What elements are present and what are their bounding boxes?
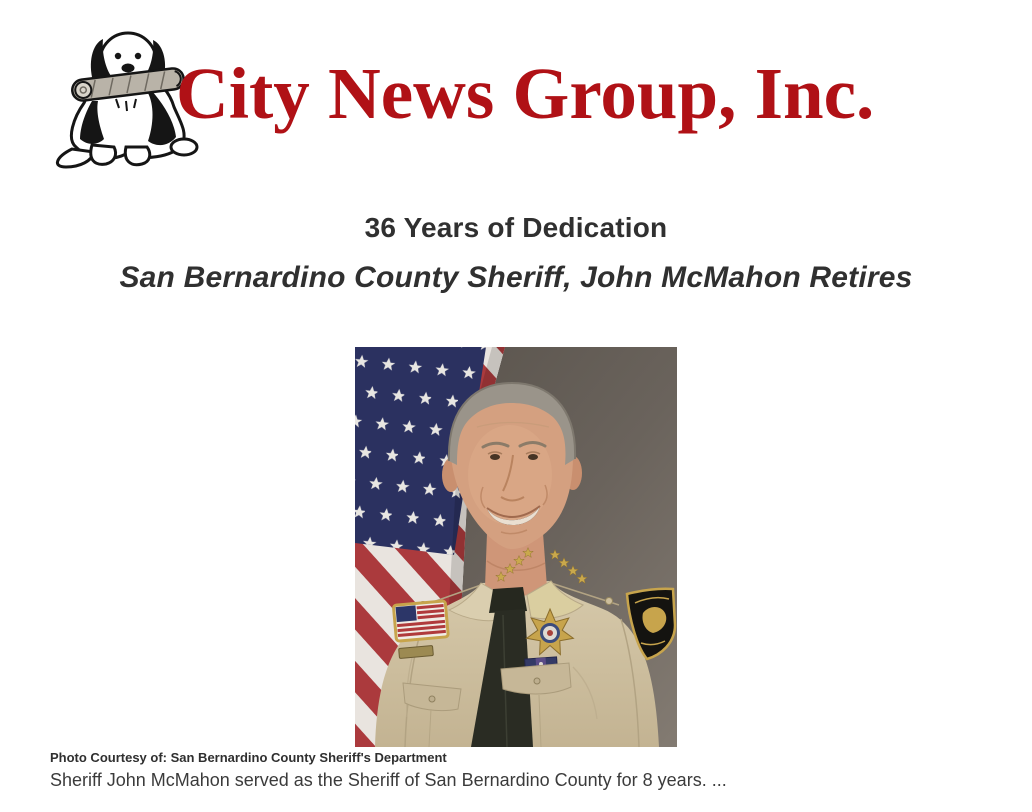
article-title: 36 Years of Dedication — [364, 212, 668, 243]
article-subtitle: San Bernardino County Sheriff, John McMahon Retires — [119, 261, 913, 294]
sheriff-portrait-photo — [355, 347, 677, 747]
sheriff-portrait-image — [355, 347, 677, 747]
site-logo-text: City News Group, Inc. — [176, 53, 875, 134]
photo-credit: Photo Courtesy of: San Bernardino County Sheriff's Department — [50, 750, 447, 765]
site-logo-link[interactable] — [46, 14, 874, 174]
article-body-preview: Sheriff John McMahon served as the Sheriff of San Bernardino County for 8 years. ... — [50, 770, 727, 790]
